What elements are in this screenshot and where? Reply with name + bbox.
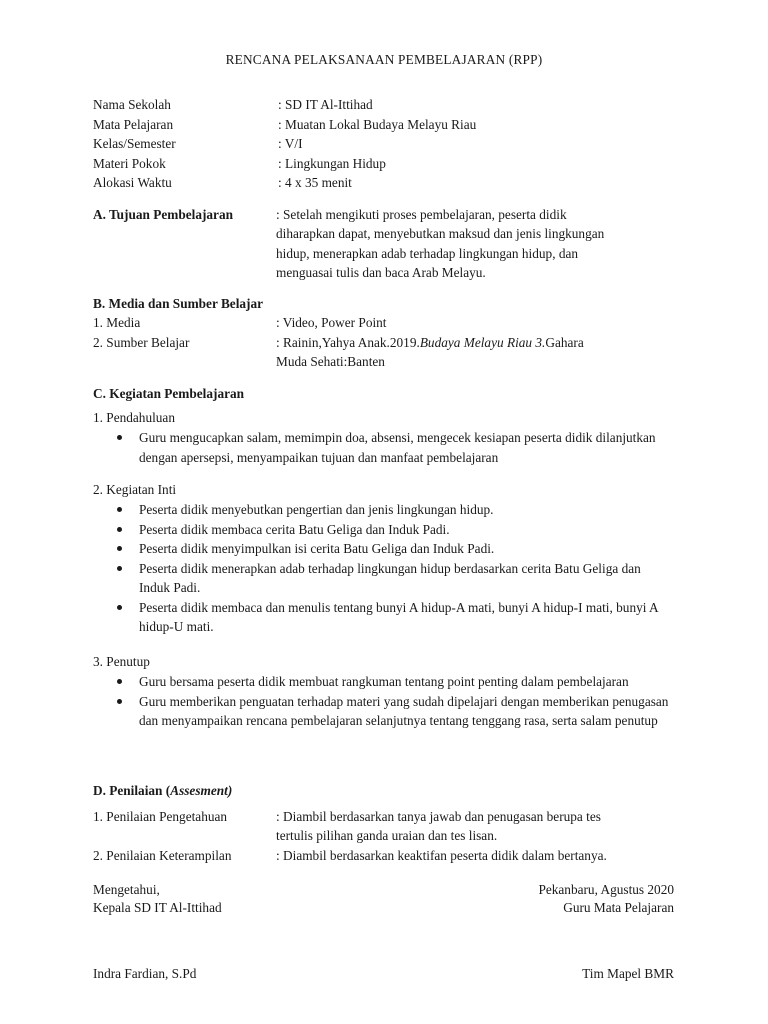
media-label: 1. Media	[93, 315, 141, 330]
value-school: : SD IT Al-Ittihad	[278, 97, 373, 112]
value-subject: : Muatan Lokal Budaya Melayu Riau	[278, 117, 477, 132]
core-label: 2. Kegiatan Inti	[93, 482, 177, 497]
knowledge-value-line2: tertulis pilihan ganda uraian dan tes lisan.	[276, 828, 498, 843]
source-value-line2: Muda Sehati:Banten	[276, 354, 385, 369]
section-d-heading	[93, 781, 232, 801]
source-publisher: Gahara	[545, 335, 584, 350]
value-class: : V/I	[278, 136, 303, 151]
section-a-line: menguasai tulis dan baca Arab Melayu.	[276, 265, 486, 280]
section-b-heading: B. Media dan Sumber Belajar	[93, 296, 264, 311]
source-value	[276, 333, 584, 353]
knowledge-label: 1. Penilaian Pengetahuan	[93, 809, 228, 824]
list-item: Guru bersama peserta didik membuat rangkuman tentang point penting dalam pembelajaran	[115, 672, 685, 692]
value-topic: : Lingkungan Hidup	[278, 156, 386, 171]
list-item: Peserta didik menerapkan adab terhadap lingkungan hidup berdasarkan cerita Batu Geliga dan Induk Padi.	[115, 559, 671, 598]
label-school: Nama Sekolah	[93, 97, 171, 112]
teacher-name: Tim Mapel BMR	[582, 966, 674, 981]
source-label: 2. Sumber Belajar	[93, 335, 190, 350]
section-a-heading: A. Tujuan Pembelajaran	[93, 207, 234, 222]
label-time: Alokasi Waktu	[93, 175, 172, 190]
media-value: : Video, Power Point	[276, 315, 387, 330]
section-c-heading: C. Kegiatan Pembelajaran	[93, 386, 245, 401]
closing-label: 3. Penutup	[93, 654, 150, 669]
closing-list	[115, 672, 685, 731]
section-d-heading-italic: Assesment)	[170, 783, 233, 798]
document-title: RENCANA PELAKSANAAN PEMBELAJARAN (RPP)	[225, 52, 543, 67]
list-item: Peserta didik membaca cerita Batu Geliga dan Induk Padi.	[115, 520, 671, 540]
sign-right-line2: Guru Mata Pelajaran	[563, 900, 674, 915]
principal-name: Indra Fardian, S.Pd	[93, 966, 197, 981]
section-d-heading-text: D. Penilaian (	[93, 783, 171, 798]
section-a-line: : Setelah mengikuti proses pembelajaran, peserta didik	[276, 207, 567, 222]
section-a-line: diharapkan dapat, menyebutkan maksud dan jenis lingkungan	[276, 226, 605, 241]
list-item: Peserta didik menyebutkan pengertian dan jenis lingkungan hidup.	[115, 500, 671, 520]
intro-list	[115, 428, 685, 467]
label-class: Kelas/Semester	[93, 136, 176, 151]
sign-left-line2: Kepala SD IT Al-Ittihad	[93, 900, 222, 915]
label-topic: Materi Pokok	[93, 156, 166, 171]
list-item: Peserta didik membaca dan menulis tentang bunyi A hidup-A mati, bunyi A hidup-I mati, bunyi A hidup-U mati.	[115, 598, 671, 637]
list-item: Peserta didik menyimpulkan isi cerita Batu Geliga dan Induk Padi.	[115, 539, 671, 559]
sign-right-line1: Pekanbaru, Agustus 2020	[538, 882, 674, 897]
skill-value: : Diambil berdasarkan keaktifan peserta didik dalam bertanya.	[276, 848, 607, 863]
list-item: Guru mengucapkan salam, memimpin doa, absensi, mengecek kesiapan peserta didik dilanjutkan dengan apersepsi, menyampaikan tujuan dan manfaat pembelajaran	[115, 428, 685, 467]
section-a-line: hidup, menerapkan adab terhadap lingkungan hidup, dan	[276, 246, 579, 261]
list-item: Guru memberikan penguatan terhadap materi yang sudah dipelajari dengan memberikan penugasan dan menyampaikan rencana pembelajaran selanjutnya tentang tenggang rasa, serta salam penutup	[115, 692, 685, 731]
source-author: : Rainin,Yahya Anak.2019.	[276, 335, 420, 350]
skill-label: 2. Penilaian Keterampilan	[93, 848, 232, 863]
label-subject: Mata Pelajaran	[93, 117, 174, 132]
source-book-title: Budaya Melayu Riau 3.	[419, 335, 546, 350]
knowledge-value: : Diambil berdasarkan tanya jawab dan penugasan berupa tes	[276, 809, 601, 824]
value-time: : 4 x 35 menit	[278, 175, 352, 190]
intro-label: 1. Pendahuluan	[93, 410, 175, 425]
sign-left-line1: Mengetahui,	[93, 882, 160, 897]
core-list	[115, 500, 671, 637]
